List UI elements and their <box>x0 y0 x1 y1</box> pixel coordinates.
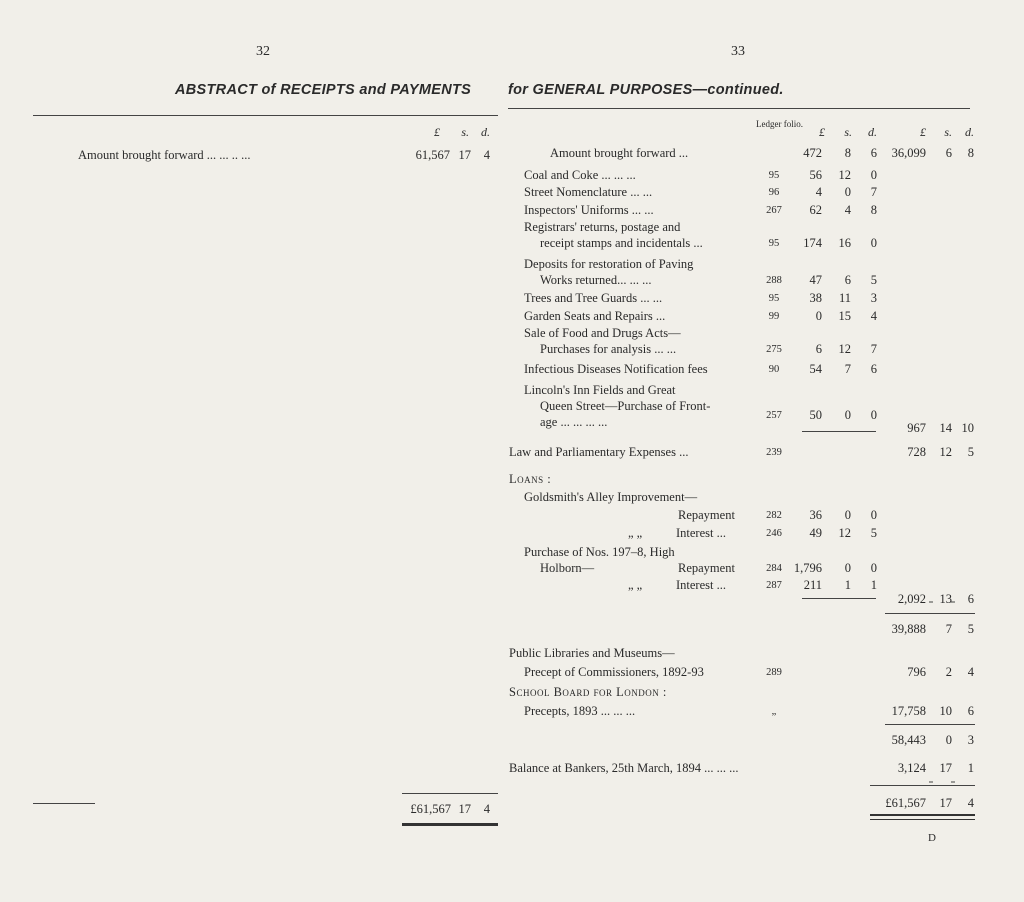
holborn-interest-label: Interest ... <box>676 578 726 592</box>
item-folio: 275 <box>766 344 782 355</box>
libraries-pounds: 796 <box>907 665 926 679</box>
item-pounds: 38 <box>809 291 822 305</box>
left-brought-forward-shillings: 17 <box>458 148 471 162</box>
holborn-interest-pounds: 211 <box>803 578 822 592</box>
school-board-pounds: 17,758 <box>891 704 926 718</box>
subtotal3-pounds: 58,443 <box>891 733 926 747</box>
item-label: Registrars' returns, postage and <box>524 220 681 234</box>
subtotal3-pence: 3 <box>967 733 974 747</box>
goldsmith-repayment-folio: 282 <box>766 510 782 521</box>
header-shillings-1: s. <box>844 125 852 139</box>
item-folio: 95 <box>768 293 780 304</box>
left-header-rule <box>33 115 498 116</box>
loans-heading: Loans : <box>509 472 552 486</box>
libraries-folio: 289 <box>766 667 782 678</box>
school-board-heading: School Board for London : <box>509 685 667 699</box>
right-total-double-rule-1 <box>870 814 975 816</box>
item-pence: 5 <box>870 273 877 287</box>
item-label-continued: Queen Street—Purchase of Front- <box>540 399 711 413</box>
item-pence: 0 <box>870 236 877 250</box>
right-total-shillings: 17 <box>939 796 952 810</box>
subtotal1-shillings: 14 <box>939 421 952 435</box>
law-shillings: 12 <box>939 445 952 459</box>
item-label: Garden Seats and Repairs ... <box>524 309 666 323</box>
goldsmith-interest-pounds: 49 <box>809 526 822 540</box>
subtotal2-pounds: 39,888 <box>891 622 926 636</box>
left-total-pence: 4 <box>483 802 490 816</box>
item-pounds: 0 <box>815 309 822 323</box>
holborn-interest-pence: 1 <box>870 578 877 592</box>
left-header-pence: d. <box>481 125 490 139</box>
left-header-shillings: s. <box>461 125 469 139</box>
item-label-continued: receipt stamps and incidentals ... <box>540 236 703 250</box>
libraries-label: Public Libraries and Museums— <box>509 646 675 660</box>
left-total-double-rule <box>402 823 498 826</box>
title-right: for GENERAL PURPOSES—continued. <box>508 82 784 98</box>
loans-subtotal-rule <box>802 598 876 599</box>
header-pence-1: d. <box>868 125 877 139</box>
right-brought-forward-s: 8 <box>844 146 851 160</box>
goldsmith-interest-ditto: „ „ <box>628 526 643 540</box>
item-folio: 257 <box>766 410 782 421</box>
goldsmith-label: Goldsmith's Alley Improvement— <box>524 490 698 504</box>
holborn-interest-shillings: 1 <box>844 578 851 592</box>
school-board-pence: 6 <box>967 704 974 718</box>
goldsmith-interest-shillings: 12 <box>838 526 851 540</box>
goldsmith-repayment-shillings: 0 <box>844 508 851 522</box>
item-shillings: 0 <box>844 185 851 199</box>
item-shillings: 7 <box>844 362 851 376</box>
item-label-continued: Purchases for analysis ... ... <box>540 342 677 356</box>
holborn-repayment-pence: 0 <box>870 561 877 575</box>
goldsmith-interest-pence: 5 <box>870 526 877 540</box>
goldsmith-interest-folio: 246 <box>766 528 782 539</box>
right-page-number: 33 <box>731 44 745 59</box>
loans-total-pounds: 2,092 <box>897 592 926 606</box>
item-label-continued: age ... ... ... ... <box>540 415 608 429</box>
item-folio: 95 <box>768 238 780 249</box>
right-brought-forward-p: 472 <box>803 146 822 160</box>
holborn-interest-folio: 287 <box>766 580 782 591</box>
header-pence-2: d. <box>965 125 974 139</box>
goldsmith-repayment-label: Repayment <box>678 508 735 522</box>
law-pounds: 728 <box>907 445 926 459</box>
subtotal1-pence: 10 <box>961 421 974 435</box>
loans-total-shillings: 13 <box>939 592 952 606</box>
left-brought-forward-pounds: 61,567 <box>415 148 450 162</box>
left-brought-forward-pence: 4 <box>483 148 490 162</box>
holborn-label: Holborn— <box>540 561 595 575</box>
left-page-number: 32 <box>256 44 270 59</box>
item-folio: 99 <box>768 311 780 322</box>
item-label: Trees and Tree Guards ... ... <box>524 291 663 305</box>
law-pence: 5 <box>967 445 974 459</box>
holborn-interest-ditto: „ „ <box>628 578 643 592</box>
subtotal3-rule <box>885 724 975 725</box>
law-label: Law and Parliamentary Expenses ... <box>509 445 689 459</box>
item-pounds: 56 <box>809 168 822 182</box>
item-folio: 90 <box>768 364 780 375</box>
goldsmith-interest-label: Interest ... <box>676 526 726 540</box>
subtotal1-rule <box>802 431 876 432</box>
right-total-pounds: £61,567 <box>885 796 926 810</box>
item-folio: 95 <box>768 170 780 181</box>
item-pence: 7 <box>870 185 877 199</box>
item-pounds: 54 <box>809 362 822 376</box>
right-brought-forward-p2: 36,099 <box>891 146 926 160</box>
item-shillings: 15 <box>838 309 851 323</box>
item-folio: 288 <box>766 275 782 286</box>
item-pence: 6 <box>870 362 877 376</box>
title-left: ABSTRACT of RECEIPTS and PAYMENTS <box>175 82 472 98</box>
holborn-repayment-folio: 284 <box>766 563 782 574</box>
subtotal2-shillings: 7 <box>945 622 952 636</box>
item-pounds: 47 <box>809 273 822 287</box>
item-folio: 96 <box>768 187 780 198</box>
law-folio: 239 <box>766 447 782 458</box>
school-board-shillings: 10 <box>939 704 952 718</box>
left-header-pounds: £ <box>434 125 440 139</box>
subtotal1-pounds: 967 <box>907 421 926 435</box>
libraries-shillings: 2 <box>945 665 952 679</box>
item-label: Coal and Coke ... ... ... <box>524 168 636 182</box>
loans-total-pence: 6 <box>967 592 974 606</box>
balance-pence: 1 <box>967 761 974 775</box>
subtotal2-rule <box>885 613 975 614</box>
school-board-label: Precepts, 1893 ... ... ... <box>524 704 636 718</box>
holborn-repayment-pounds: 1,796 <box>793 561 822 575</box>
item-pounds: 50 <box>809 408 822 422</box>
balance-pounds: 3,124 <box>897 761 926 775</box>
item-label: Deposits for restoration of Paving <box>524 257 694 271</box>
item-shillings: 12 <box>838 168 851 182</box>
item-shillings: 4 <box>844 203 851 217</box>
item-pence: 3 <box>870 291 877 305</box>
item-label: Inspectors' Uniforms ... ... <box>524 203 654 217</box>
right-total-pence: 4 <box>967 796 974 810</box>
purchase-label: Purchase of Nos. 197–8, High <box>524 545 675 559</box>
goldsmith-repayment-pounds: 36 <box>809 508 822 522</box>
item-shillings: 16 <box>838 236 851 250</box>
holborn-repayment-shillings: 0 <box>844 561 851 575</box>
right-header-rule <box>508 108 970 109</box>
balance-shillings: 17 <box>939 761 952 775</box>
item-label: Sale of Food and Drugs Acts— <box>524 326 681 340</box>
item-pounds: 174 <box>803 236 822 250</box>
left-dash-rule <box>33 803 95 804</box>
item-pounds: 62 <box>809 203 822 217</box>
right-brought-forward-d: 6 <box>870 146 877 160</box>
right-total-rule <box>870 785 975 786</box>
holborn-repayment-label: Repayment <box>678 561 735 575</box>
item-pence: 8 <box>870 203 877 217</box>
header-pounds-2: £ <box>920 125 926 139</box>
goldsmith-repayment-pence: 0 <box>870 508 877 522</box>
item-folio: 267 <box>766 205 782 216</box>
item-pence: 4 <box>870 309 877 323</box>
item-shillings: 0 <box>844 408 851 422</box>
left-total-pounds: £61,567 <box>410 802 451 816</box>
right-brought-forward-d2: 8 <box>967 146 974 160</box>
header-shillings-2: s. <box>944 125 952 139</box>
item-pounds: 4 <box>815 185 822 199</box>
subtotal3-shillings: 0 <box>945 733 952 747</box>
header-pounds-1: £ <box>819 125 825 139</box>
item-pence: 0 <box>870 168 877 182</box>
header-ledger-folio: Ledger folio. <box>756 119 803 129</box>
item-label: Street Nomenclature ... ... <box>524 185 653 199</box>
right-brought-forward-label: Amount brought forward ... <box>550 146 689 160</box>
libraries-pence: 4 <box>967 665 974 679</box>
balance-label: Balance at Bankers, 25th March, 1894 ... ... ... <box>509 761 739 775</box>
item-pounds: 6 <box>815 342 822 356</box>
left-total-rule <box>402 793 498 794</box>
libraries-label-continued: Precept of Commissioners, 1892-93 <box>524 665 704 679</box>
school-board-folio: „ <box>771 706 777 717</box>
item-pence: 0 <box>870 408 877 422</box>
left-total-shillings: 17 <box>458 802 471 816</box>
subtotal2-pence: 5 <box>967 622 974 636</box>
signature-mark: D <box>928 832 936 844</box>
left-brought-forward-label: Amount brought forward ... ... .. ... <box>78 148 251 162</box>
item-label-continued: Works returned... ... ... <box>540 273 652 287</box>
item-pence: 7 <box>870 342 877 356</box>
item-label: Infectious Diseases Notification fees <box>524 362 708 376</box>
right-total-double-rule-2 <box>870 819 975 820</box>
item-shillings: 12 <box>838 342 851 356</box>
right-brought-forward-s2: 6 <box>945 146 952 160</box>
item-shillings: 6 <box>844 273 851 287</box>
item-label: Lincoln's Inn Fields and Great <box>524 383 676 397</box>
item-shillings: 11 <box>838 291 851 305</box>
